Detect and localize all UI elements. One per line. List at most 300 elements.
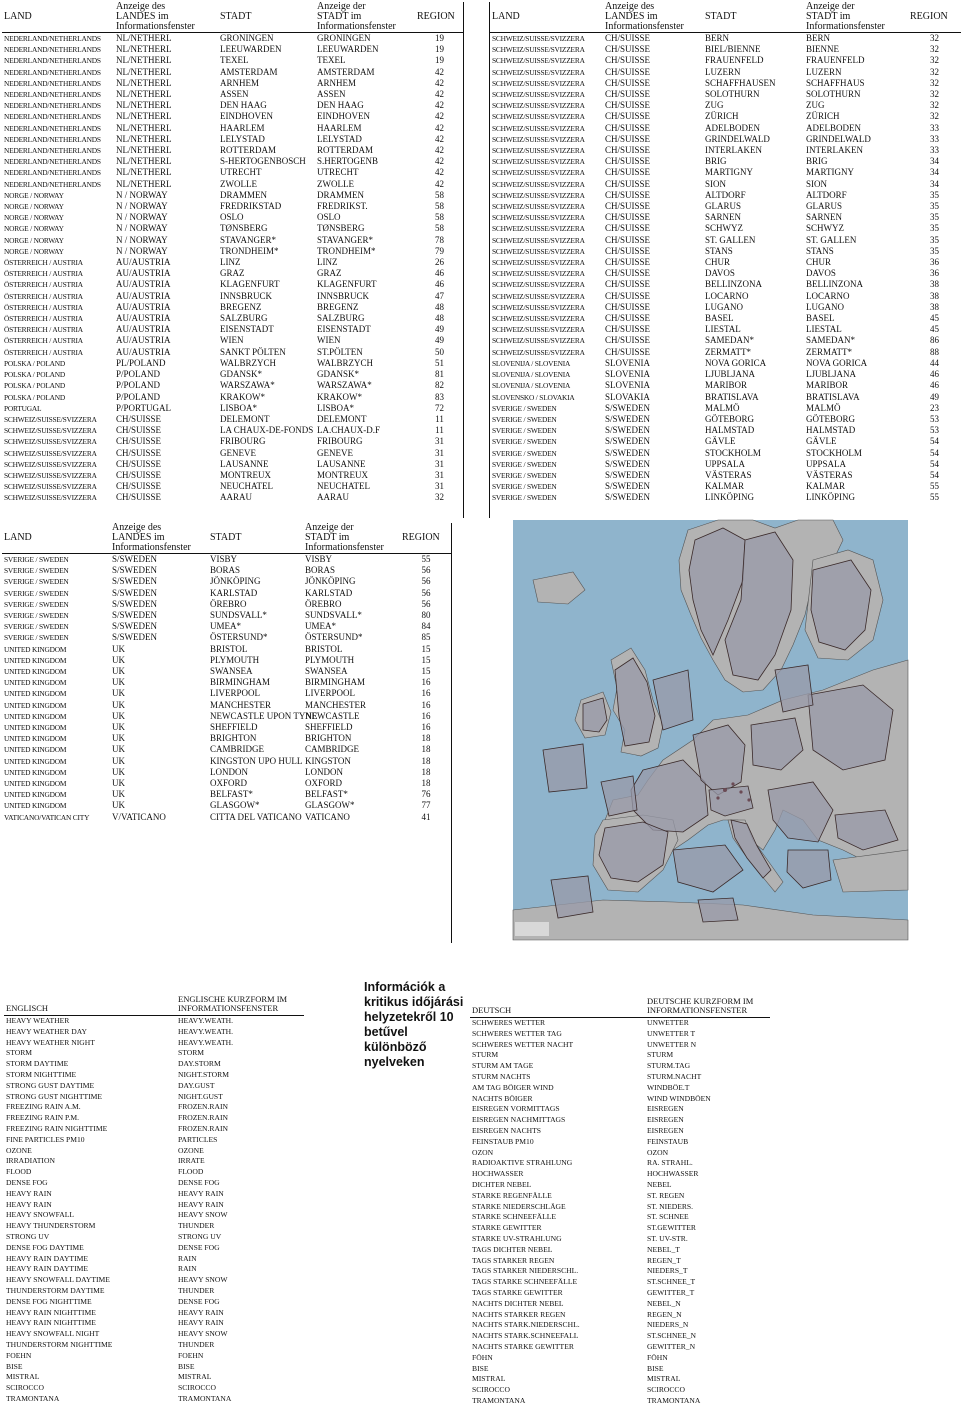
- list-short-form: MISTRAL: [178, 1372, 212, 1382]
- list-short-form: NEBEL_T: [647, 1244, 680, 1254]
- cell-stadt-short: OXFORD: [305, 778, 343, 789]
- list-short-form: OZONE: [178, 1145, 204, 1155]
- cell-land: ÖSTERREICH / AUSTRIA: [4, 314, 83, 324]
- list-term: HEAVY SNOWFALL NIGHT: [6, 1329, 100, 1339]
- cell-region: 35: [930, 201, 939, 212]
- list-short-form: DENSE FOG: [178, 1296, 220, 1306]
- header-line: Anzeige der: [305, 522, 354, 533]
- list-item: [4, 1059, 304, 1070]
- cell-land: POLSKA / POLAND: [4, 370, 66, 380]
- cell-land-short: V/VATICANO: [112, 811, 166, 822]
- table-row: [490, 347, 961, 358]
- table-row: [2, 789, 452, 800]
- table-row: [490, 55, 961, 66]
- list-short-form: FEINSTAUB: [647, 1136, 689, 1146]
- table-row: [2, 369, 464, 380]
- cell-region: 49: [435, 324, 444, 335]
- list-term: FOEHN: [6, 1350, 32, 1360]
- cell-stadt: HALMSTAD: [705, 425, 755, 436]
- list-item: [4, 1243, 304, 1254]
- cell-land-short: UK: [112, 778, 125, 789]
- cell-land: SCHWEIZ/SUISSE/SVIZZERA: [492, 112, 585, 122]
- table-row: [2, 111, 464, 122]
- list-term: NACHTS STARK.SCHNEEFALL: [472, 1331, 579, 1341]
- cell-land: SCHWEIZ/SUISSE/SVIZZERA: [492, 325, 585, 335]
- cell-stadt-short: LAUSANNE: [317, 458, 366, 469]
- cell-land-short: N / NORWAY: [116, 201, 168, 212]
- cell-stadt: JÖNKÖPING: [210, 576, 261, 587]
- cell-stadt: LIVERPOOL: [210, 688, 260, 699]
- cell-stadt: LISBOA*: [220, 402, 258, 413]
- cell-region: 31: [435, 481, 444, 492]
- map-marker: [747, 798, 750, 801]
- cell-stadt-short: CAMBRIDGE: [305, 744, 360, 755]
- cell-land: SVERIGE / SWEDEN: [4, 622, 69, 632]
- cell-region: 32: [930, 44, 939, 55]
- header-line: LANDES im: [116, 11, 169, 22]
- cell-stadt: AARAU: [220, 492, 253, 503]
- cell-land-short: S/SWEDEN: [605, 413, 650, 424]
- list-short-form: TRAMONTANA: [178, 1393, 232, 1403]
- cell-land-short: NL/NETHERL: [116, 133, 172, 144]
- cell-region: 58: [435, 212, 444, 223]
- cell-stadt-short: BRATISLAVA: [806, 391, 860, 402]
- cell-land-short: CH/SUISSE: [605, 245, 651, 256]
- cell-land-short: NL/NETHERL: [116, 77, 172, 88]
- list-item: [470, 1169, 770, 1180]
- list-term: OZONE: [6, 1145, 32, 1155]
- cell-region: 34: [930, 167, 939, 178]
- list-term: SCIROCCO: [472, 1385, 510, 1395]
- list-item: [470, 1148, 770, 1159]
- table-row: [2, 279, 464, 290]
- cell-stadt: GÄVLE: [705, 436, 736, 447]
- cell-land-short: NL/NETHERL: [116, 89, 172, 100]
- cell-land: SVERIGE / SWEDEN: [492, 459, 557, 469]
- cell-land: SCHWEIZ/SUISSE/SVIZZERA: [4, 459, 97, 469]
- list-item: [470, 1353, 770, 1364]
- map-marker: [716, 796, 719, 799]
- table-row: [2, 302, 464, 313]
- table-row: [490, 291, 961, 302]
- cell-land-short: UK: [112, 755, 125, 766]
- table-row: [2, 554, 452, 566]
- list-term: STURM: [472, 1050, 499, 1060]
- cell-land-short: AU/AUSTRIA: [116, 346, 171, 357]
- cell-stadt: LINZ: [220, 257, 241, 268]
- list-item: [4, 1210, 304, 1221]
- cell-stadt: GRINDELWALD: [705, 133, 770, 144]
- list-item: [4, 1016, 304, 1027]
- list-term: HEAVY SNOWFALL DAYTIME: [6, 1275, 110, 1285]
- list-term: FLOOD: [6, 1167, 32, 1177]
- cell-stadt-short: PLYMOUTH: [305, 654, 355, 665]
- cell-region: 51: [435, 357, 444, 368]
- cell-stadt: UMEA*: [210, 621, 241, 632]
- cell-land-short: NL/NETHERL: [116, 55, 172, 66]
- list-term: STORM DAYTIME: [6, 1059, 69, 1069]
- table-row: [490, 335, 961, 346]
- cell-land-short: AU/AUSTRIA: [116, 335, 171, 346]
- cell-stadt: SHEFFIELD: [210, 722, 258, 733]
- cell-stadt-short: DEN HAAG: [317, 100, 364, 111]
- cell-land: SCHWEIZ/SUISSE/SVIZZERA: [492, 258, 585, 268]
- cell-land: SCHWEIZ/SUISSE/SVIZZERA: [492, 235, 585, 245]
- cell-land: ÖSTERREICH / AUSTRIA: [4, 280, 83, 290]
- cell-region: 32: [930, 77, 939, 88]
- list-item: [470, 1029, 770, 1040]
- cell-stadt: GRAZ: [220, 268, 245, 279]
- cell-land-short: UK: [112, 722, 125, 733]
- cell-land: UNITED KINGDOM: [4, 711, 67, 721]
- cell-stadt-short: SAMEDAN*: [806, 335, 856, 346]
- table-row: [2, 733, 452, 744]
- cell-region: 49: [930, 391, 939, 402]
- cell-land: UNITED KINGDOM: [4, 700, 67, 710]
- cell-region: 46: [930, 380, 939, 391]
- list-term: NACHTS STARKE GEWITTER: [472, 1341, 574, 1351]
- cell-land-short: S/SWEDEN: [112, 632, 157, 643]
- cell-stadt-short: VATICANO: [305, 811, 350, 822]
- table-row: [490, 492, 961, 503]
- cell-stadt: LJUBLJANA: [705, 369, 756, 380]
- map-region-atlantic: [543, 744, 587, 792]
- cell-land: SVERIGE / SWEDEN: [4, 599, 69, 609]
- cell-stadt: EISENSTADT: [220, 324, 274, 335]
- cell-land: NEDERLAND/NETHERLANDS: [4, 34, 101, 43]
- cell-land-short: CH/SUISSE: [605, 156, 651, 167]
- cell-land-short: SLOVENIA: [605, 369, 650, 380]
- cell-land-short: NL/NETHERL: [116, 111, 172, 122]
- list-item: [470, 1104, 770, 1115]
- list-short-form: THUNDER: [178, 1339, 215, 1349]
- cell-region: 23: [930, 402, 939, 413]
- table-row: [490, 223, 961, 234]
- cell-stadt: TØNSBERG: [220, 223, 268, 234]
- cell-stadt-short: INNSBRUCK: [317, 290, 370, 301]
- cell-stadt-short: HAARLEM: [317, 122, 362, 133]
- list-term: FREEZING RAIN P.M.: [6, 1113, 79, 1123]
- list-item: [470, 1018, 770, 1029]
- cell-stadt: LELYSTAD: [220, 133, 265, 144]
- cell-land-short: CH/SUISSE: [605, 111, 651, 122]
- cell-land: SCHWEIZ/SUISSE/SVIZZERA: [492, 101, 585, 111]
- cell-land: NEDERLAND/NETHERLANDS: [4, 112, 101, 122]
- list-term: STORM NIGHTTIME: [6, 1069, 77, 1079]
- list-term: IRRADIATION: [6, 1156, 55, 1166]
- cell-stadt: FRAUENFELD: [705, 55, 764, 66]
- cell-region: 33: [930, 145, 939, 156]
- cell-stadt-short: BORAS: [305, 565, 336, 576]
- cell-region: 76: [421, 789, 431, 800]
- cell-land: NORGE / NORWAY: [4, 246, 64, 256]
- table-row: [490, 268, 961, 279]
- cell-region: 48: [435, 313, 444, 324]
- cell-stadt: TEXEL: [220, 55, 249, 66]
- cell-land: NORGE / NORWAY: [4, 224, 64, 234]
- cell-stadt: BIEL/BIENNE: [705, 44, 761, 55]
- table-row: [490, 100, 961, 111]
- list-short-form: UNWETTER T: [647, 1028, 696, 1038]
- list-term: DICHTER NEBEL: [472, 1179, 532, 1189]
- list-short-form: EISREGEN: [647, 1125, 684, 1135]
- cell-land: SLOVENIJA / SLOVENIA: [492, 381, 571, 391]
- list-short-form: BISE: [647, 1363, 664, 1373]
- cell-stadt: LONDON: [210, 766, 248, 777]
- cell-land: SCHWEIZ/SUISSE/SVIZZERA: [492, 134, 585, 144]
- cell-stadt: KINGSTON UPO HULL: [210, 755, 303, 766]
- header-line: Anzeige des: [112, 522, 162, 533]
- cell-land: SCHWEIZ/SUISSE/SVIZZERA: [4, 448, 97, 458]
- cell-land-short: S/SWEDEN: [605, 447, 650, 458]
- german-col-header: DEUTSCH: [470, 992, 645, 1018]
- cell-stadt-short: SWANSEA: [305, 666, 348, 677]
- cell-stadt: WARSZAWA*: [220, 380, 275, 391]
- cell-stadt-short: UPPSALA: [806, 458, 847, 469]
- cell-land: SCHWEIZ/SUISSE/SVIZZERA: [492, 56, 585, 66]
- cell-stadt: ASSEN: [220, 89, 249, 100]
- cell-stadt: BRISTOL: [210, 643, 248, 654]
- list-item: [470, 1299, 770, 1310]
- cell-stadt-short: ADELBODEN: [806, 122, 861, 133]
- cell-stadt-short: FREDRIKST.: [317, 201, 368, 212]
- region-table-2-grid: [490, 2, 961, 504]
- cell-stadt: ALTDORF: [705, 189, 746, 200]
- list-term: TRAMONTANA: [472, 1395, 526, 1405]
- list-short-form: HEAVY SNOW: [178, 1329, 228, 1339]
- table-row: [2, 459, 464, 470]
- list-term: TAGS STARKER NIEDERSCHL.: [472, 1266, 579, 1276]
- cell-stadt-short: GLARUS: [806, 201, 843, 212]
- cell-stadt: ZWOLLE: [220, 178, 257, 189]
- cell-stadt: SARNEN: [705, 212, 742, 223]
- cell-stadt: VISBY: [210, 554, 238, 564]
- list-item: [470, 1320, 770, 1331]
- list-item: [470, 1310, 770, 1321]
- cell-region: 54: [930, 469, 939, 480]
- region-table-3-header: [2, 523, 452, 554]
- cell-stadt: KLAGENFURT: [220, 279, 280, 290]
- cell-land-short: N / NORWAY: [116, 212, 168, 223]
- cell-land: SCHWEIZ/SUISSE/SVIZZERA: [492, 190, 585, 200]
- cell-stadt: BELLINZONA: [705, 279, 762, 290]
- cell-stadt: CAMBRIDGE: [210, 744, 265, 755]
- table-row: [2, 436, 464, 447]
- list-item: [470, 1245, 770, 1256]
- table-row: [2, 358, 464, 369]
- map-marker: [739, 790, 742, 793]
- list-item: [4, 1340, 304, 1351]
- cell-stadt-short: NOVA GORICA: [806, 357, 868, 368]
- cell-stadt-short: GDANSK*: [317, 369, 360, 380]
- cell-land-short: S/SWEDEN: [112, 587, 157, 598]
- list-short-form: ST. REGEN: [647, 1190, 685, 1200]
- header-anzeige-landes: [110, 523, 208, 554]
- list-item: [4, 1200, 304, 1211]
- header-land: LAND: [2, 523, 110, 554]
- cell-stadt: OXFORD: [210, 778, 248, 789]
- cell-stadt: UTRECHT: [220, 167, 262, 178]
- cell-land: UNITED KINGDOM: [4, 667, 67, 677]
- cell-region: 55: [930, 481, 939, 492]
- list-short-form: DAY.STORM: [178, 1059, 221, 1069]
- cell-region: 42: [435, 167, 444, 178]
- cell-land-short: N / NORWAY: [116, 189, 168, 200]
- cell-land: SCHWEIZ/SUISSE/SVIZZERA: [4, 426, 97, 436]
- cell-stadt-short: MARTIGNY: [806, 167, 854, 178]
- list-term: STRONG GUST DAYTIME: [6, 1080, 95, 1090]
- cell-land: SCHWEIZ/SUISSE/SVIZZERA: [492, 179, 585, 189]
- cell-stadt-short: DELEMONT: [317, 413, 367, 424]
- cell-land-short: CH/SUISSE: [605, 100, 651, 111]
- cell-region: 31: [435, 458, 444, 469]
- table-row: [490, 414, 961, 425]
- cell-stadt: LA CHAUX-DE-FONDS: [220, 425, 314, 436]
- table-row: [490, 481, 961, 492]
- list-short-form: GEWITTER_T: [647, 1287, 695, 1297]
- cell-land: NEDERLAND/NETHERLANDS: [4, 168, 101, 178]
- cell-stadt-short: BREGENZ: [317, 301, 359, 312]
- list-short-form: DAY.GUST: [178, 1080, 215, 1090]
- cell-region: 35: [930, 245, 939, 256]
- cell-land-short: S/SWEDEN: [112, 576, 157, 587]
- cell-stadt-short: GLASGOW*: [305, 800, 355, 811]
- list-term: DENSE FOG DAYTIME: [6, 1242, 84, 1252]
- header-line: Anzeige der: [317, 1, 366, 12]
- cell-region: 56: [421, 598, 431, 609]
- list-term: STARKE REGENFÄLLE: [472, 1190, 552, 1200]
- list-item: [470, 1115, 770, 1126]
- cell-land: ÖSTERREICH / AUSTRIA: [4, 269, 83, 279]
- cell-land-short: AU/AUSTRIA: [116, 279, 171, 290]
- table-row: [2, 700, 452, 711]
- cell-land-short: NL/NETHERL: [116, 44, 172, 55]
- list-term: DENSE FOG NIGHTTIME: [6, 1296, 92, 1306]
- cell-region: 31: [435, 469, 444, 480]
- cell-stadt-short: LJUBLJANA: [806, 369, 857, 380]
- table-row: [2, 481, 464, 492]
- cell-region: 16: [421, 710, 431, 721]
- list-term: NACHTS STARKER REGEN: [472, 1309, 566, 1319]
- cell-land-short: P/POLAND: [116, 380, 161, 391]
- list-term: NACHTS STARK.NIEDERSCHL.: [472, 1320, 580, 1330]
- cell-land-short: SLOVENIA: [605, 380, 650, 391]
- cell-stadt-short: LUGANO: [806, 301, 844, 312]
- list-short-form: IRRATE: [178, 1156, 205, 1166]
- table-row: [490, 111, 961, 122]
- cell-land: ÖSTERREICH / AUSTRIA: [4, 258, 83, 268]
- cell-stadt-short: LEEUWARDEN: [317, 44, 379, 55]
- header-anzeige-landes: [114, 2, 218, 33]
- table-row: [490, 369, 961, 380]
- table-row: [490, 425, 961, 436]
- cell-region: 42: [435, 122, 444, 133]
- cell-stadt: HAARLEM: [220, 122, 265, 133]
- cell-region: 32: [930, 89, 939, 100]
- cell-land-short: S/SWEDEN: [605, 425, 650, 436]
- cell-region: 54: [930, 436, 939, 447]
- list-term: BISE: [472, 1363, 489, 1373]
- cell-region: 32: [930, 111, 939, 122]
- cell-region: 83: [435, 391, 444, 402]
- table-row: [2, 610, 452, 621]
- cell-stadt: ST. GALLEN: [705, 234, 756, 245]
- list-term: HOCHWASSER: [472, 1169, 524, 1179]
- cell-stadt: ADELBODEN: [705, 122, 760, 133]
- cell-land-short: CH/SUISSE: [605, 77, 651, 88]
- cell-stadt-short: ASSEN: [317, 89, 346, 100]
- table-row: [490, 324, 961, 335]
- cell-region: 32: [930, 55, 939, 66]
- cell-stadt: PLYMOUTH: [210, 654, 260, 665]
- cell-land-short: S/SWEDEN: [605, 492, 650, 503]
- cell-stadt: GÖTEBORG: [705, 413, 754, 424]
- list-term: TAGS STARKE SCHNEEFÄLLE: [472, 1277, 578, 1287]
- cell-land-short: CH/SUISSE: [605, 279, 651, 290]
- cell-land: SVERIGE / SWEDEN: [492, 414, 557, 424]
- list-term: FÖHN: [472, 1352, 493, 1362]
- header-land: LAND: [490, 2, 603, 33]
- cell-region: 46: [435, 268, 444, 279]
- cell-stadt-short: LINKÖPING: [806, 492, 855, 503]
- cell-land-short: S/SWEDEN: [605, 481, 650, 492]
- list-short-form: ST.SCHNEE_N: [647, 1331, 697, 1341]
- cell-region: 38: [930, 301, 939, 312]
- cell-region: 18: [421, 778, 431, 789]
- cell-stadt: ZÜRICH: [705, 111, 739, 122]
- cell-stadt-short: LONDON: [305, 766, 343, 777]
- list-short-form: EISREGEN: [647, 1115, 684, 1125]
- list-item: [4, 1308, 304, 1319]
- header-anzeige-stadt: [804, 2, 908, 33]
- cell-stadt: FRIBOURG: [220, 436, 266, 447]
- cell-land: ÖSTERREICH / AUSTRIA: [4, 302, 83, 312]
- cell-land: UNITED KINGDOM: [4, 801, 67, 811]
- cell-region: 32: [930, 66, 939, 77]
- table-row: [490, 123, 961, 134]
- cell-land: NORGE / NORWAY: [4, 202, 64, 212]
- list-term: HEAVY WEATHER DAY: [6, 1026, 88, 1036]
- list-short-form: UNWETTER: [647, 1018, 689, 1027]
- list-item: [4, 1156, 304, 1167]
- list-short-form: HEAVY.WEATH.: [178, 1037, 233, 1047]
- cell-stadt: LUZERN: [705, 66, 741, 77]
- cell-land: NORGE / NORWAY: [4, 235, 64, 245]
- table-row: [490, 302, 961, 313]
- table-row: [2, 711, 452, 722]
- cell-land-short: CH/SUISSE: [605, 313, 651, 324]
- cell-land: SCHWEIZ/SUISSE/SVIZZERA: [492, 280, 585, 290]
- europe-region-map: [513, 520, 908, 940]
- header-anzeige-stadt: [303, 523, 400, 554]
- table-row: [2, 324, 464, 335]
- cell-land: SCHWEIZ/SUISSE/SVIZZERA: [492, 224, 585, 234]
- europe-region-map-svg: [513, 520, 908, 940]
- list-short-form: DENSE FOG: [178, 1177, 220, 1187]
- cell-land-short: NL/NETHERL: [116, 100, 172, 111]
- cell-land: NEDERLAND/NETHERLANDS: [4, 179, 101, 189]
- german-list-table: [470, 992, 770, 1407]
- list-short-form: STORM: [178, 1048, 205, 1058]
- cell-land-short: UK: [112, 800, 125, 811]
- cell-stadt: UPPSALA: [705, 458, 746, 469]
- list-short-form: TRAMONTANA: [647, 1395, 701, 1405]
- cell-stadt-short: OSLO: [317, 212, 341, 223]
- cell-land: NORGE / NORWAY: [4, 190, 64, 200]
- list-term: HEAVY RAIN: [6, 1199, 52, 1209]
- cell-stadt: DEN HAAG: [220, 100, 267, 111]
- region-table-1-header: [2, 2, 464, 33]
